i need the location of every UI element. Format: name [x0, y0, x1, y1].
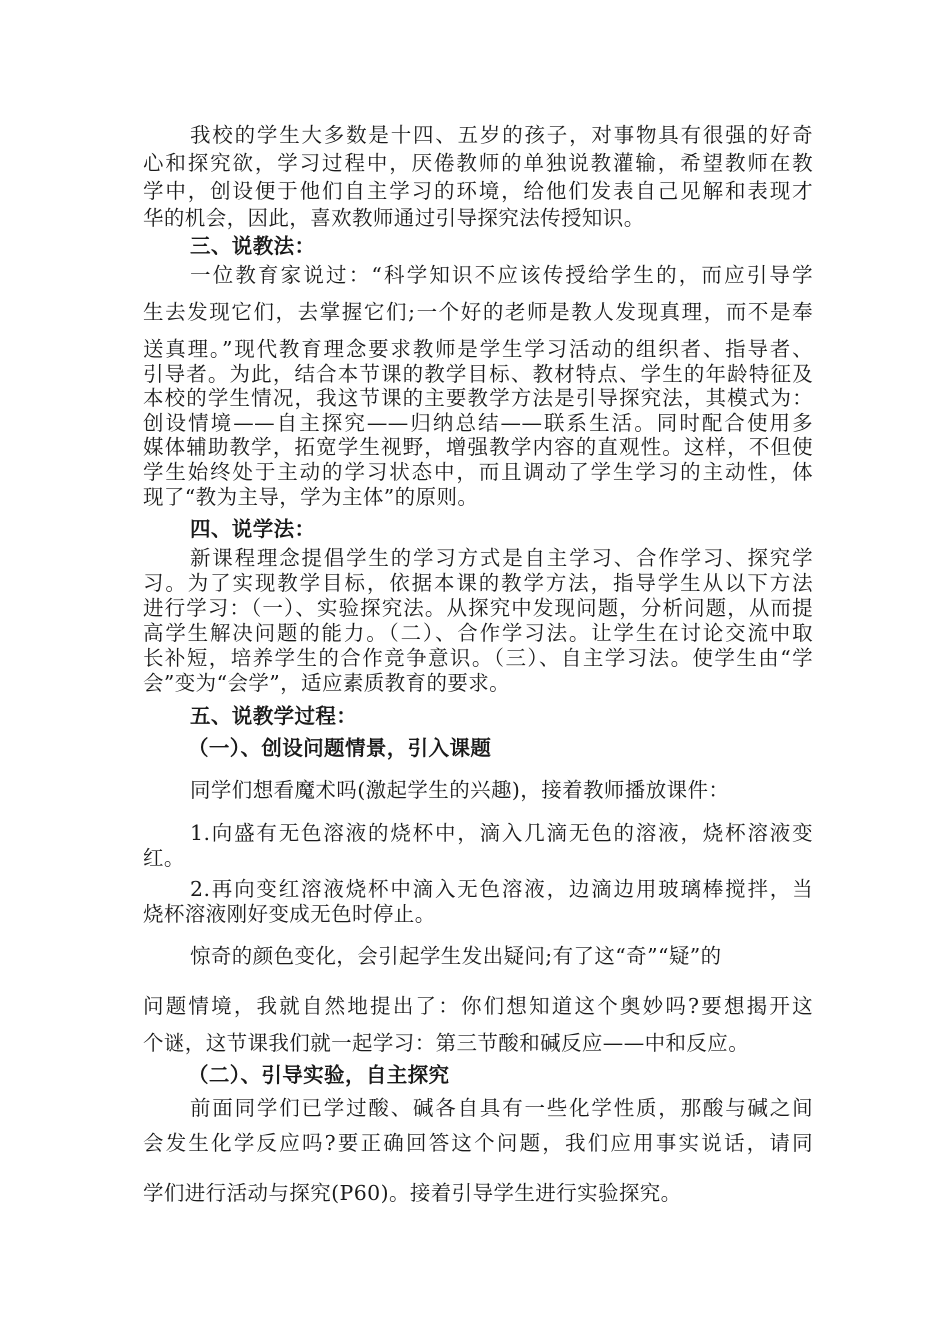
paragraph-line: 高学生解决问题的能力。（二）、合作学习法。让学生在讨论交流中取 [143, 621, 813, 645]
section-heading: 四、说学法： [190, 517, 316, 541]
paragraph-line: 学生始终处于主动的学习状态中，而且调动了学生学习的主动性，体 [143, 460, 813, 484]
subsection-heading: （一）、创设问题情景，引入课题 [188, 736, 492, 760]
paragraph-line: 习。为了实现教学目标，依据本课的教学方法，指导学生从以下方法 [143, 571, 813, 595]
paragraph-line: 我校的学生大多数是十四、五岁的孩子，对事物具有很强的好奇 [190, 123, 813, 147]
paragraph-line: 心和探究欲，学习过程中，厌倦教师的单独说教灌输，希望教师在教 [143, 151, 813, 175]
paragraph-line: 问题情境，我就自然地提出了：你们想知道这个奥妙吗?要想揭开这 [143, 994, 813, 1018]
paragraph-line: 会”变为“会学”，适应素质教育的要求。 [143, 671, 511, 695]
paragraph-line: 烧杯溶液刚好变成无色时停止。 [143, 902, 436, 926]
section-heading: 五、说教学过程： [190, 704, 358, 728]
paragraph-line: 本校的学生情况，我这节课的主要教学方法是引导探究法，其模式为： [143, 386, 813, 410]
paragraph-line: 会发生化学反应吗?要正确回答这个问题，我们应用事实说话，请同 [143, 1131, 813, 1155]
paragraph-line: 个谜，这节课我们就一起学习：第三节酸和碱反应——中和反应。 [143, 1031, 750, 1055]
paragraph-line: 进行学习：（一）、实验探究法。从探究中发现问题，分析问题，从而提 [143, 596, 813, 620]
paragraph-line: 生去发现它们，去掌握它们;一个好的老师是教人发现真理，而不是奉 [143, 300, 813, 324]
paragraph-line: 新课程理念提倡学生的学习方式是自主学习、合作学习、探究学 [190, 546, 813, 570]
paragraph-line: 惊奇的颜色变化，会引起学生发出疑问;有了这“奇”“疑”的 [190, 944, 722, 968]
paragraph-line: 红。 [143, 846, 185, 870]
section-heading: 三、说教法： [190, 234, 316, 258]
paragraph-line: 现了“教为主导，学为主体”的原则。 [143, 485, 479, 509]
paragraph-line: 同学们想看魔术吗(激起学生的兴趣)，接着教师播放课件： [190, 778, 730, 802]
paragraph-line: 创设情境——自主探究——归纳总结——联系生活。同时配合使用多 [143, 411, 813, 435]
paragraph-line: 引导者。为此，结合本节课的教学目标、教材特点、学生的年龄特征及 [143, 362, 813, 386]
paragraph-line: 送真理。”现代教育理念要求教师是学生学习活动的组织者、指导者、 [143, 337, 813, 361]
paragraph-line: 前面同学们已学过酸、碱各自具有一些化学性质，那酸与碱之间 [190, 1096, 813, 1120]
paragraph-line: 学们进行活动与探究(P60)。接着引导学生进行实验探究。 [143, 1181, 682, 1205]
paragraph-line: 1.向盛有无色溶液的烧杯中，滴入几滴无色的溶液，烧杯溶液变 [190, 821, 813, 845]
paragraph-line: 长补短，培养学生的合作竞争意识。（三）、自主学习法。使学生由“学 [143, 646, 813, 670]
paragraph-line: 学中，创设便于他们自主学习的环境，给他们发表自己见解和表现才 [143, 179, 813, 203]
paragraph-line: 华的机会，因此，喜欢教师通过引导探究法传授知识。 [143, 206, 645, 230]
paragraph-line: 一位教育家说过：“科学知识不应该传授给学生的，而应引导学 [190, 263, 813, 287]
paragraph-line: 媒体辅助教学，拓宽学生视野，增强教学内容的直观性。这样，不但使 [143, 435, 813, 459]
paragraph-line: 2.再向变红溶液烧杯中滴入无色溶液，边滴边用玻璃棒搅拌，当 [190, 877, 813, 901]
subsection-heading: （二）、引导实验，自主探究 [188, 1063, 450, 1087]
